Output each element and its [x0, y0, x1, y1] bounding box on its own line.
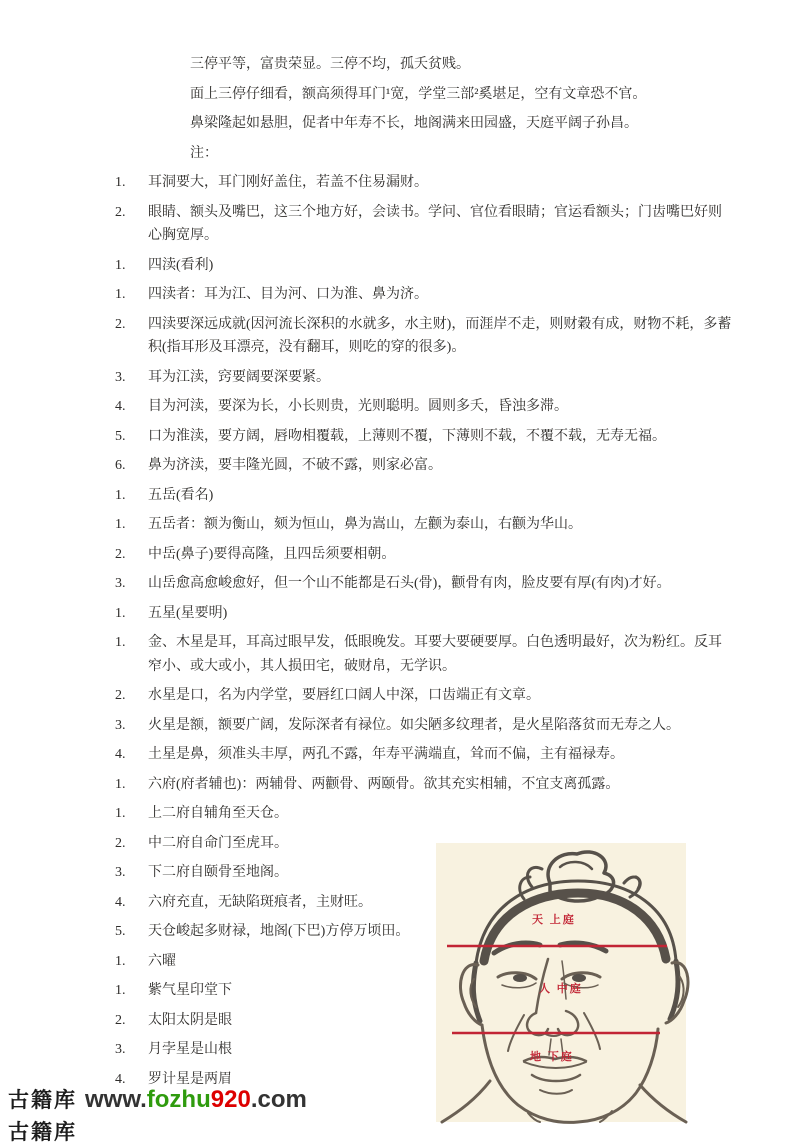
list-item-text: 五岳者：额为衡山，颏为恒山，鼻为嵩山，左颧为泰山，右颧为华山。 — [148, 517, 582, 532]
list-item-number: 1. — [115, 806, 126, 821]
list-item-number: 1. — [115, 983, 126, 998]
list-item-number: 1. — [115, 776, 126, 792]
list-item-text: 眼睛、额头及嘴巴，这三个地方好，会读书。学问、官位看眼睛；官运看额头；门齿嘴巴好则心胸宽厚。 — [148, 204, 722, 243]
list-item-number: 1. — [115, 953, 126, 969]
list-item-text: 中二府自命门至虎耳。 — [148, 835, 288, 851]
watermark-site-name: 古籍库 — [8, 1089, 77, 1112]
list-item-text: 山岳愈高愈峻愈好，但一个山不能都是石头(骨)，颧骨有肉，脸皮要有厚(有肉)才好。 — [148, 576, 671, 591]
list-item — [115, 572, 737, 596]
list-item — [115, 513, 737, 537]
list-item-number: 4. — [115, 1071, 126, 1087]
list-item-number: 3. — [115, 865, 126, 880]
list-item-text: 四渎者：耳为江、目为河、口为淮、鼻为济。 — [148, 287, 428, 302]
list-item-text: 六府(府者辅也)：两辅骨、两颧骨、两颐骨。欲其充实相辅，不宜支离孤露。 — [148, 776, 620, 792]
list-item-number: 6. — [115, 458, 126, 473]
list-item — [115, 395, 737, 419]
watermark — [8, 1084, 307, 1114]
list-item-number: 5. — [115, 428, 126, 444]
list-item-text: 水星是口，名为内学堂，要唇红口阔人中深，口齿端正有文章。 — [148, 688, 540, 703]
list-item-text: 耳洞要大，耳门刚好盖住，若盖不住易漏财。 — [148, 175, 428, 190]
list-item-text: 火星是额，额要广阔，发际深者有禄位。如尖陋多纹理者，是火星陷落贫而无寿之人。 — [148, 717, 680, 733]
list-item-number: 2. — [115, 835, 126, 851]
list-item-text: 四渎(看利) — [148, 257, 214, 273]
list-item-text: 六曜 — [148, 953, 176, 969]
list-item-number: 5. — [115, 924, 126, 939]
list-item — [115, 484, 737, 508]
list-item-number: 1. — [115, 487, 126, 503]
list-item-number: 4. — [115, 399, 126, 414]
label-upper-court: 天 上庭 — [532, 914, 576, 926]
list-item-text: 上二府自辅角至天仓。 — [148, 806, 288, 821]
list-item — [115, 366, 737, 390]
list-item-number: 2. — [115, 204, 126, 220]
list-item-text: 罗计星是两眉 — [148, 1071, 232, 1087]
list-item — [115, 254, 737, 278]
face-diagram — [432, 843, 734, 1122]
list-item-number: 2. — [115, 1012, 126, 1028]
list-item-number: 2. — [115, 546, 126, 562]
list-item — [115, 714, 737, 738]
header-line: 面上三停仔细看，额高须得耳门¹宽，学堂三部²奚堪足，空有文章恐不官。 — [190, 86, 647, 102]
list-item-number: 1. — [115, 635, 126, 650]
list-item-text: 土星是鼻，须准头丰厚，两孔不露，年寿平满端直，耸而不偏，主有福禄寿。 — [148, 747, 624, 762]
list-item-text: 五星(星要明) — [148, 605, 228, 621]
list-item-text: 金、木星是耳，耳高过眼早发，低眼晚发。耳要大要硬要厚。白色透明最好，次为粉红。反耳窄小、或大或小，其人损田宅，破财帛，无学识。 — [148, 635, 722, 674]
list-item-number: 4. — [115, 747, 126, 762]
watermark-url: www.fozhu920.com — [85, 1086, 307, 1113]
list-item — [115, 684, 737, 708]
list-item — [115, 171, 737, 195]
list-item-text: 中岳(鼻子)要得高隆，且四岳须要相朝。 — [148, 546, 396, 562]
header-line: 三停平等，富贵荣显。三停不均，孤夭贫贱。 — [190, 57, 470, 72]
list-item-text: 五岳(看名) — [148, 487, 214, 503]
list-item-number: 1. — [115, 287, 126, 302]
list-item — [115, 425, 737, 449]
face-drawing — [432, 843, 734, 1122]
list-item-text: 天仓峻起多财禄，地阁(下巴)方停万顷田。 — [148, 924, 410, 939]
list-item-text: 目为河渎，要深为长，小长则贵，光则聪明。圆则多夭，昏浊多滞。 — [148, 399, 568, 414]
list-item — [115, 602, 737, 626]
list-item-text: 六府充直，无缺陷斑痕者，主财旺。 — [148, 894, 372, 910]
list-item-number: 2. — [115, 316, 126, 332]
list-item — [115, 773, 737, 797]
list-item-text: 四渎要深远成就(因河流长深积的水就多，水主财)，而涯岸不走，则财穀有成，财物不耗，多蓄积(指耳形及耳漂亮，没有翻耳，则吃的穿的很多)。 — [148, 316, 732, 355]
list-item-text: 鼻为济渎，要丰隆光圆，不破不露，则家必富。 — [148, 458, 442, 473]
list-item — [115, 631, 737, 678]
list-item-number: 2. — [115, 688, 126, 703]
list-item-text: 紫气星印堂下 — [148, 983, 232, 998]
list-item — [115, 313, 737, 360]
list-item-number: 3. — [115, 576, 126, 591]
list-item-number: 1. — [115, 605, 126, 621]
list-item-text: 下二府自颐骨至地阁。 — [148, 865, 288, 880]
list-item-number: 1. — [115, 257, 126, 273]
list-item-number: 3. — [115, 369, 126, 385]
list-item-text: 口为淮渎，要方阔，唇吻相覆载，上薄则不覆，下薄则不载，不覆不载，无寿无福。 — [148, 428, 666, 444]
header-line: 鼻梁隆起如悬胆，促者中年寿不长，地阁满来田园盛，天庭平阔子孙昌。 — [190, 116, 638, 131]
list-item-text: 月孛星是山根 — [148, 1042, 232, 1057]
list-item-text: 耳为江渎，窍要阔要深要紧。 — [148, 369, 330, 385]
list-item-number: 1. — [115, 175, 126, 190]
list-item — [115, 454, 737, 478]
header-lines — [115, 53, 737, 165]
list-item — [115, 543, 737, 567]
list-item — [115, 743, 737, 767]
header-line: 注： — [190, 145, 218, 161]
list-item-text: 太阳太阴是眼 — [148, 1012, 232, 1028]
list-item — [115, 283, 737, 307]
list-item-number: 4. — [115, 894, 126, 910]
list-item-number: 3. — [115, 717, 126, 733]
list-item-number: 3. — [115, 1042, 126, 1057]
label-lower-court: 地 下庭 — [530, 1051, 574, 1063]
list-item-number: 1. — [115, 517, 126, 532]
watermark-clipped-row: 古籍库 — [8, 1121, 77, 1144]
list-item — [115, 201, 737, 248]
list-item — [115, 802, 737, 826]
label-middle-court: 人 中庭 — [539, 983, 583, 995]
